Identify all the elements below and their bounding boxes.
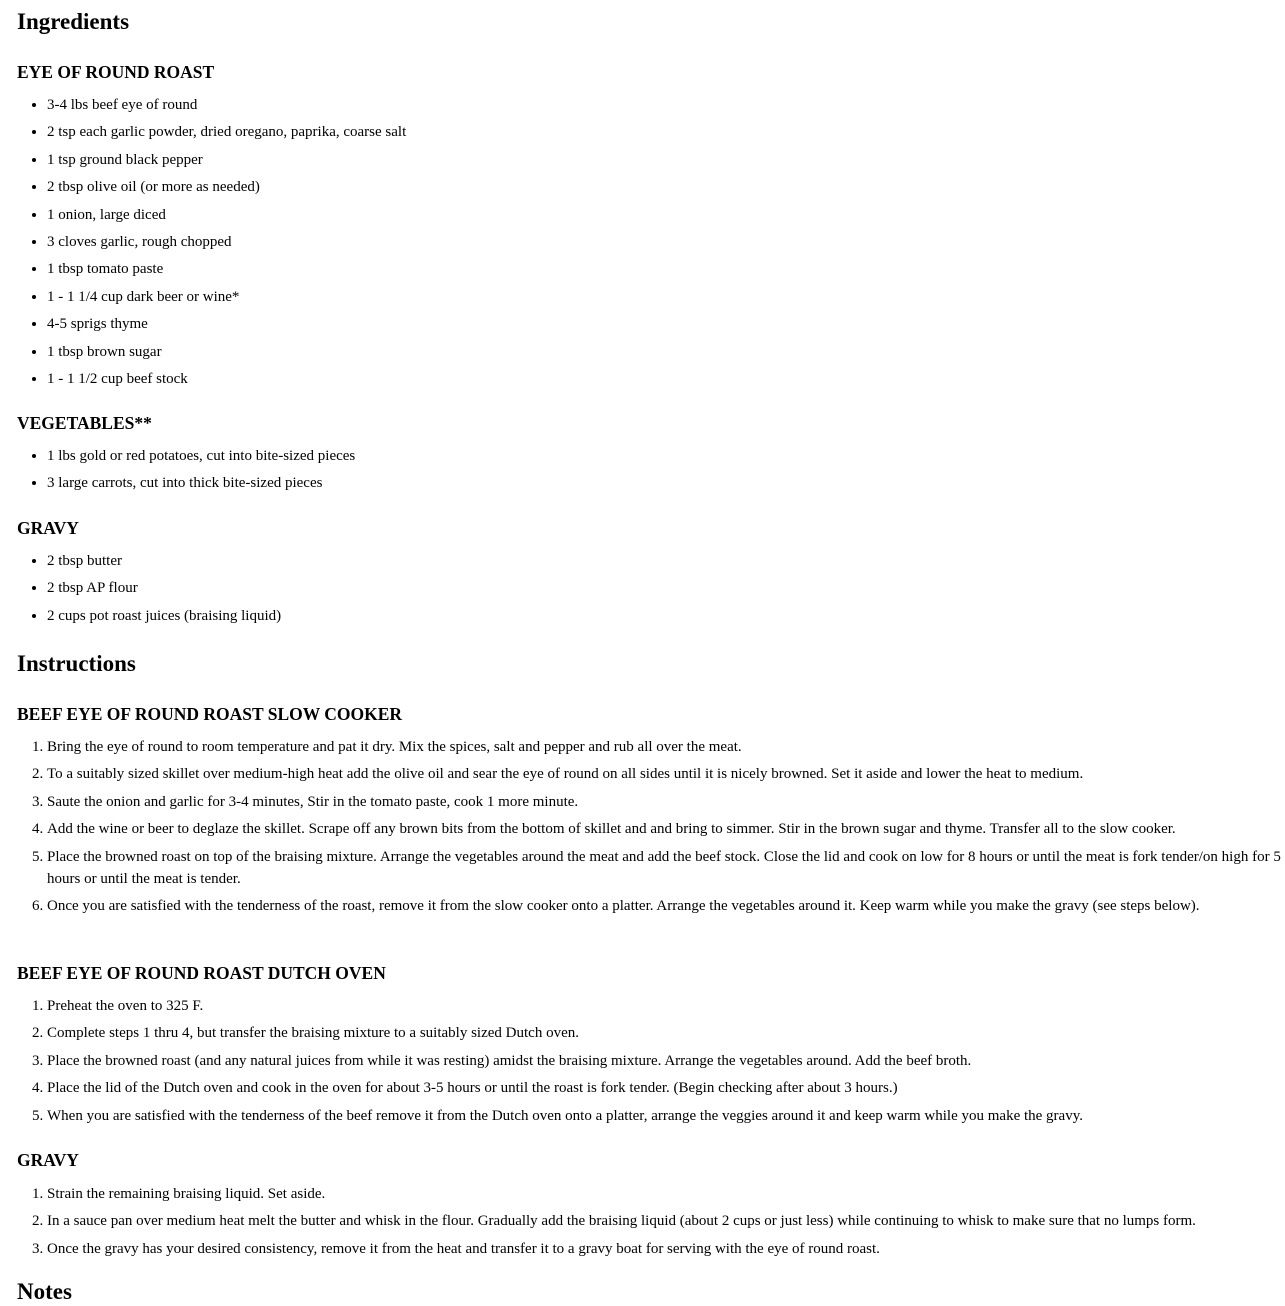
step-item: 1. Bring the eye of round to room temperature and pat it dry. Mix the spices, salt and pepper and rub all over the meat. bbox=[47, 736, 1285, 758]
list-item: • 2 tbsp olive oil (or more as needed) bbox=[47, 176, 406, 198]
step-item: 5. When you are satisfied with the tenderness of the beef remove it from the Dutch oven onto a platter, arrange the veggies around it and keep warm while you make the gravy. bbox=[47, 1105, 1285, 1127]
step-item: 2. In a sauce pan over medium heat melt the butter and whisk in the flour. Gradually add the braising liquid (about 2 cups or just less) while continuing to whisk to make sure that no lumps form. bbox=[47, 1210, 1285, 1232]
gravy-instructions-heading: GRAVY bbox=[17, 1150, 79, 1170]
step-item: 4. Place the lid of the Dutch oven and cook in the oven for about 3-5 hours or until the roast is fork tender. (Begin checking after about 3 hours.) bbox=[47, 1077, 1285, 1099]
step-item: 6. Once you are satisfied with the tenderness of the roast, remove it from the slow cooker onto a platter. Arrange the vegetables around it. Keep warm while you make the gravy (see steps below). bbox=[47, 895, 1285, 917]
ingredients-heading: Ingredients bbox=[17, 9, 130, 34]
step-item: 3. Saute the onion and garlic for 3-4 minutes, Stir in the tomato paste, cook 1 more minute. bbox=[47, 791, 1285, 813]
list-item: • 3 cloves garlic, rough chopped bbox=[47, 231, 406, 253]
step-item: 2. Complete steps 1 thru 4, but transfer the braising mixture to a suitably sized Dutch oven. bbox=[47, 1022, 1285, 1044]
gravy-ingredients-list bbox=[17, 550, 281, 632]
notes-heading: Notes bbox=[17, 1279, 72, 1304]
step-item: 1. Preheat the oven to 325 F. bbox=[47, 995, 1285, 1017]
list-item: • 1 tbsp tomato paste bbox=[47, 258, 406, 280]
list-item: • 1 tbsp brown sugar bbox=[47, 341, 406, 363]
list-item: • 3 large carrots, cut into thick bite-sized pieces bbox=[47, 472, 355, 494]
list-item: • 2 tbsp AP flour bbox=[47, 577, 281, 599]
list-item: • 1 tsp ground black pepper bbox=[47, 149, 406, 171]
step-item: 3. Place the browned roast (and any natural juices from while it was resting) amidst the braising mixture. Arrange the vegetables around. Add the beef broth. bbox=[47, 1050, 1285, 1072]
instructions-heading: Instructions bbox=[17, 651, 136, 676]
list-item: • 1 onion, large diced bbox=[47, 204, 406, 226]
list-item: • 1 - 1 1/4 cup dark beer or wine* bbox=[47, 286, 406, 308]
step-item: 2. To a suitably sized skillet over medium-high heat add the olive oil and sear the eye of round on all sides until it is nicely browned. Set it aside and lower the heat to medium. bbox=[47, 763, 1285, 785]
slow-cooker-heading: BEEF EYE OF ROUND ROAST SLOW COOKER bbox=[17, 704, 403, 724]
dutch-oven-steps bbox=[17, 995, 1285, 1132]
list-item: • 1 - 1 1/2 cup beef stock bbox=[47, 368, 406, 390]
list-item: • 4-5 sprigs thyme bbox=[47, 313, 406, 335]
list-item: • 2 tsp each garlic powder, dried oregano, paprika, coarse salt bbox=[47, 121, 406, 143]
list-item: • 1 lbs gold or red potatoes, cut into bite-sized pieces bbox=[47, 445, 355, 467]
list-item: • 2 cups pot roast juices (braising liquid) bbox=[47, 605, 281, 627]
vegetables-heading: VEGETABLES** bbox=[17, 413, 152, 433]
gravy-steps bbox=[17, 1183, 1285, 1265]
dutch-oven-heading: BEEF EYE OF ROUND ROAST DUTCH OVEN bbox=[17, 963, 386, 983]
list-item: • 3-4 lbs beef eye of round bbox=[47, 94, 406, 116]
roast-ingredients-list bbox=[17, 94, 406, 395]
slow-cooker-steps bbox=[17, 736, 1285, 922]
step-item: 4. Add the wine or beer to deglaze the skillet. Scrape off any brown bits from the bottom of skillet and and bring to simmer. Stir in the brown sugar and thyme. Transfer all to the slow cooker. bbox=[47, 818, 1285, 840]
roast-ingredients-heading: EYE OF ROUND ROAST bbox=[17, 62, 215, 82]
list-item: • 2 tbsp butter bbox=[47, 550, 281, 572]
step-item: 3. Once the gravy has your desired consistency, remove it from the heat and transfer it to a gravy boat for serving with the eye of round roast. bbox=[47, 1238, 1285, 1260]
gravy-ingredients-heading: GRAVY bbox=[17, 518, 79, 538]
step-item: 5. Place the browned roast on top of the braising mixture. Arrange the vegetables around the meat and add the beef stock. Close the lid and cook on low for 8 hours or until the meat is fork tender/on high for 5 hours or until the meat is tender. bbox=[47, 846, 1285, 890]
step-item: 1. Strain the remaining braising liquid. Set aside. bbox=[47, 1183, 1285, 1205]
vegetables-list bbox=[17, 445, 355, 500]
